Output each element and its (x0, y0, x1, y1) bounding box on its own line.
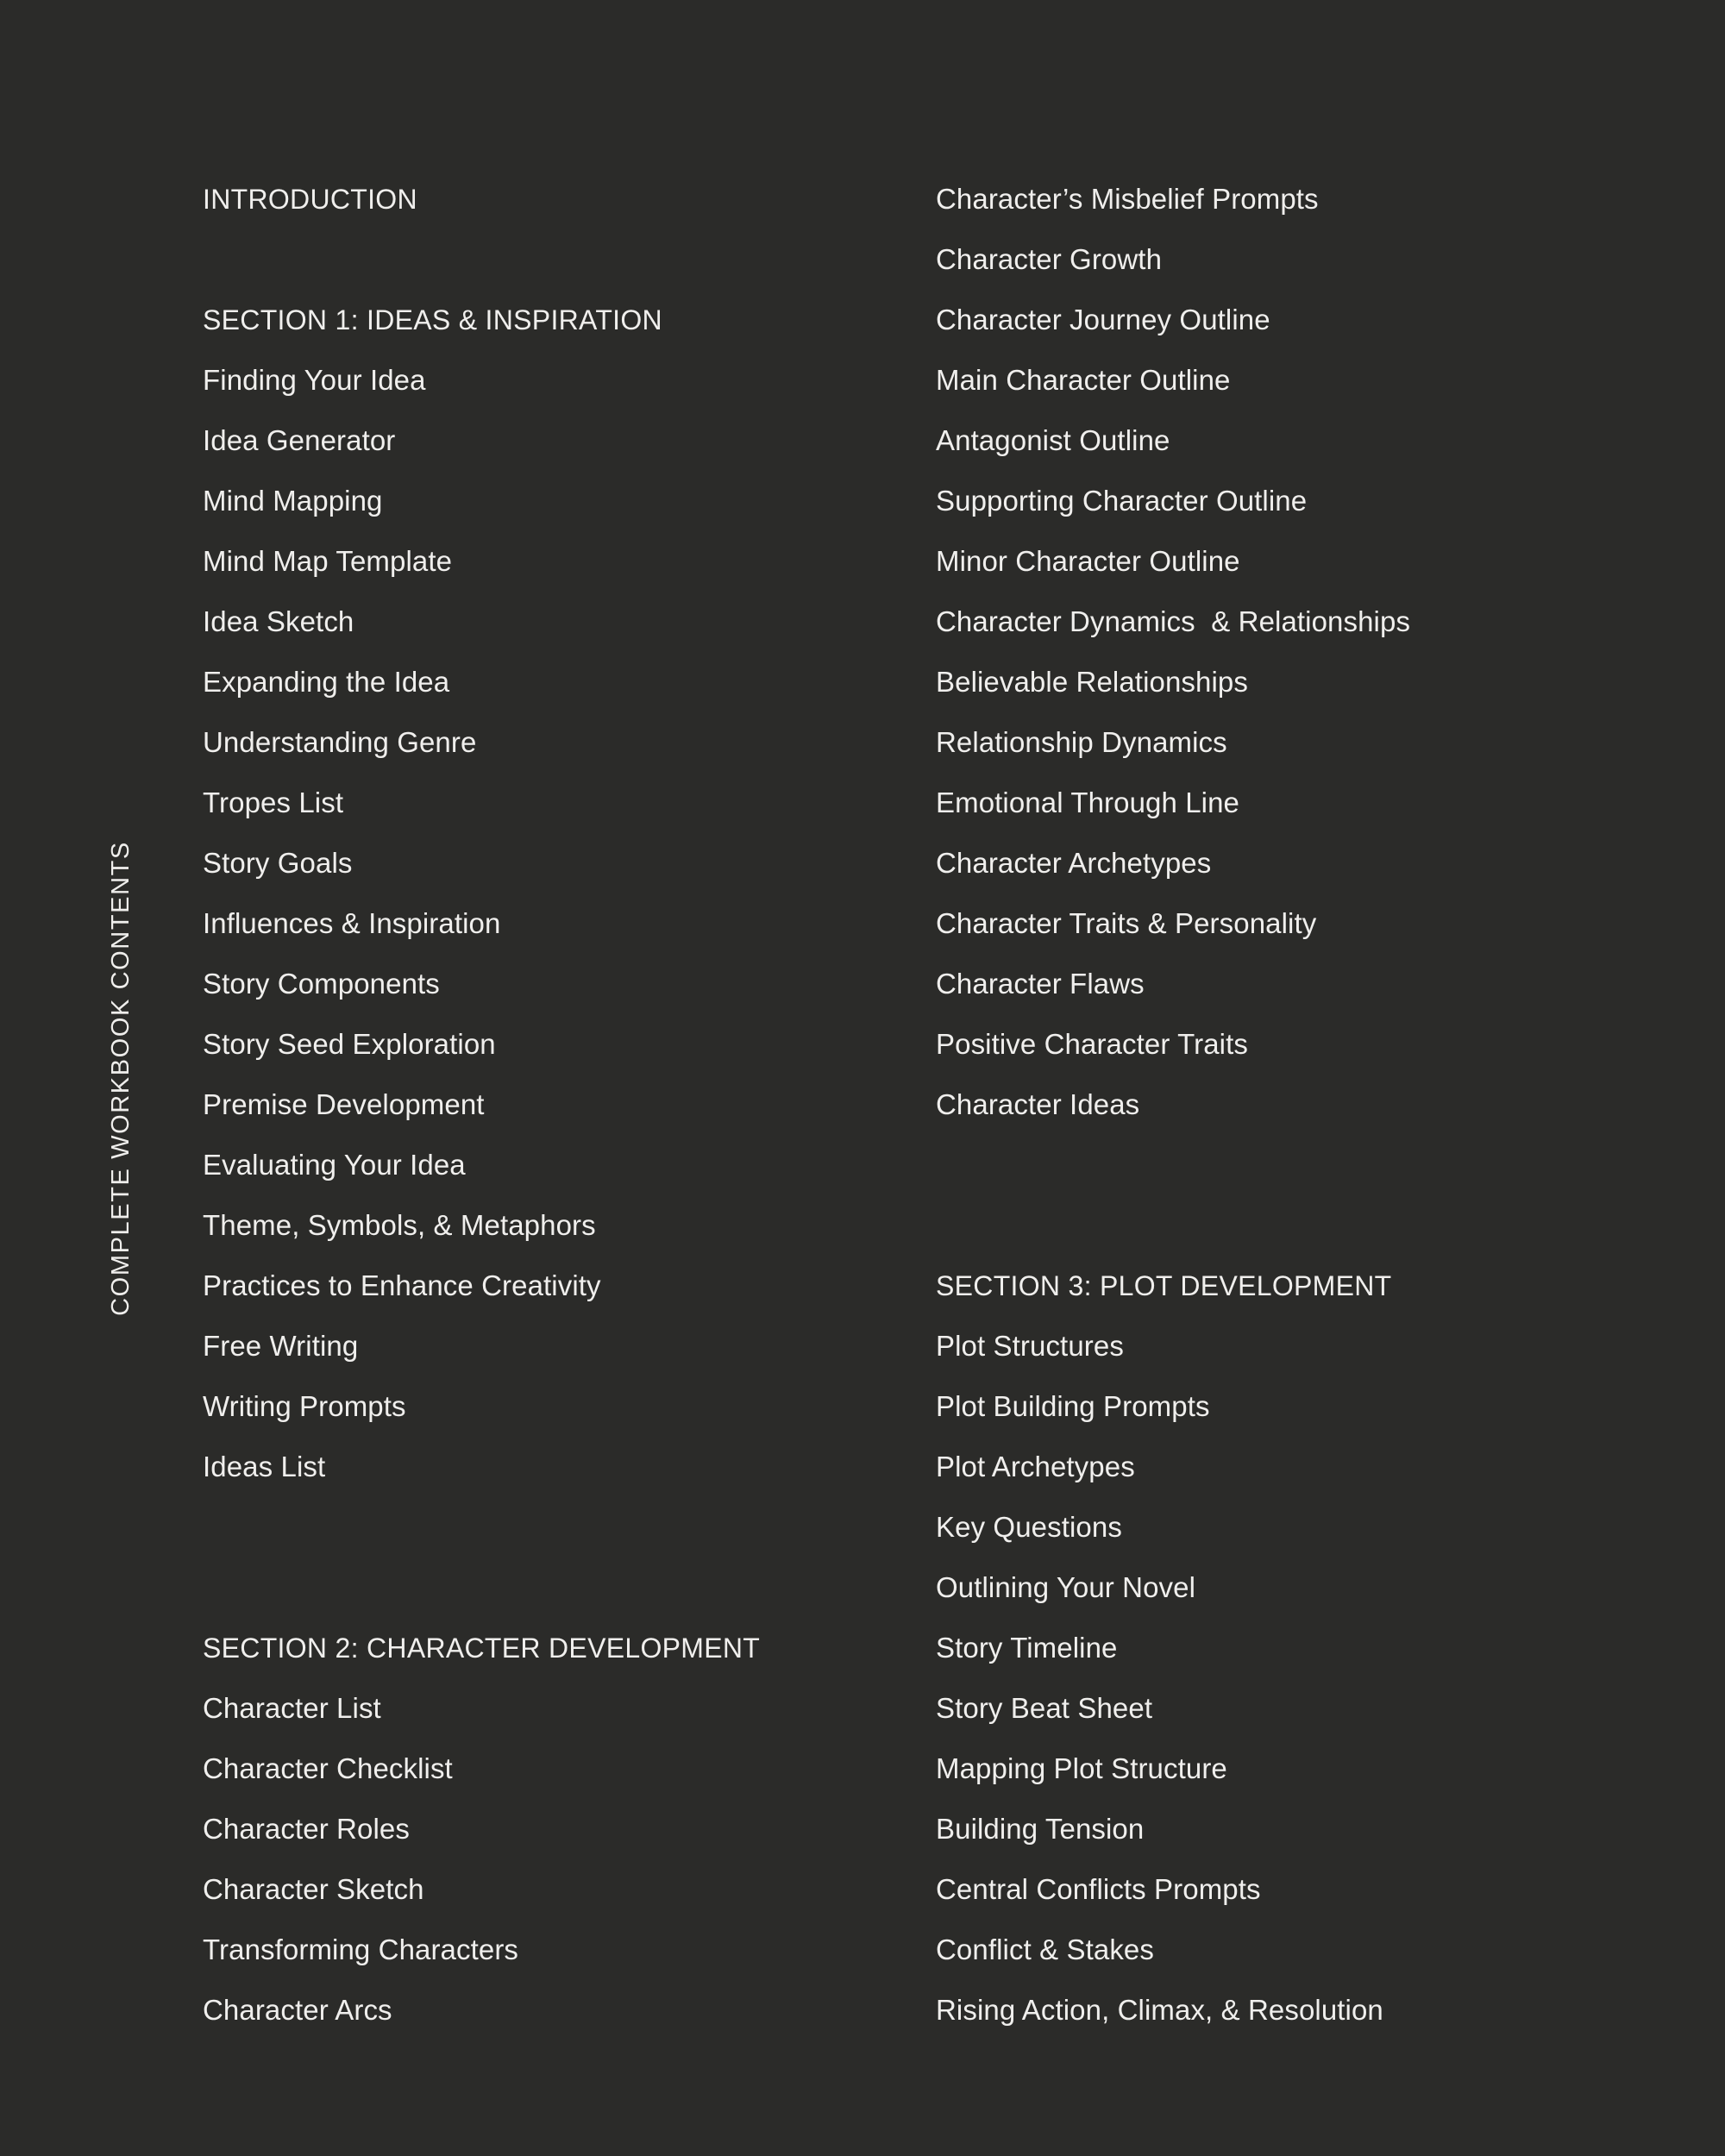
toc-entry[interactable]: Conflict & Stakes (936, 1934, 1154, 1965)
toc-entry[interactable]: Story Beat Sheet (936, 1692, 1153, 1724)
toc-section-heading[interactable]: INTRODUCTION (203, 184, 417, 215)
toc-entry[interactable]: Plot Archetypes (936, 1451, 1135, 1482)
toc-entry[interactable]: Supporting Character Outline (936, 485, 1308, 517)
toc-entry[interactable]: Character’s Misbelief Prompts (936, 183, 1319, 215)
spine-label-text: COMPLETE WORKBOOK CONTENTS (106, 840, 135, 1316)
toc-entry[interactable]: Character Traits & Personality (936, 907, 1317, 939)
toc-column-left (203, 169, 858, 2040)
toc-spacer (936, 1135, 1643, 1256)
toc-entry[interactable]: Theme, Symbols, & Metaphors (203, 1209, 596, 1241)
toc-entry[interactable]: Tropes List (203, 787, 344, 818)
toc-section-heading[interactable]: SECTION 3: PLOT DEVELOPMENT (936, 1270, 1392, 1301)
toc-entry[interactable]: Story Seed Exploration (203, 1028, 496, 1060)
toc-entry[interactable]: Building Tension (936, 1813, 1145, 1845)
toc-entry[interactable]: Influences & Inspiration (203, 907, 501, 939)
toc-entry[interactable]: Expanding the Idea (203, 666, 450, 698)
toc-entry[interactable]: Premise Development (203, 1088, 485, 1120)
toc-entry[interactable]: Story Components (203, 968, 440, 1000)
toc-entry[interactable]: Character Sketch (203, 1873, 424, 1905)
toc-entry[interactable]: Emotional Through Line (936, 787, 1239, 818)
toc-entry[interactable]: Practices to Enhance Creativity (203, 1269, 601, 1301)
toc-entry[interactable]: Evaluating Your Idea (203, 1149, 466, 1181)
toc-entry[interactable]: Character Growth (936, 243, 1163, 275)
toc-entry[interactable]: Believable Relationships (936, 666, 1248, 698)
toc-entry[interactable]: Mind Map Template (203, 545, 453, 577)
toc-entry[interactable]: Character Archetypes (936, 847, 1212, 879)
toc-entry[interactable]: Rising Action, Climax, & Resolution (936, 1994, 1383, 2026)
toc-spacer (203, 1497, 858, 1618)
toc-entry[interactable]: Idea Generator (203, 424, 396, 456)
toc-entry[interactable]: Ideas List (203, 1451, 326, 1482)
toc-entry[interactable]: Character Ideas (936, 1088, 1140, 1120)
toc-entry[interactable]: Character Journey Outline (936, 304, 1270, 335)
toc-entry[interactable]: Character Roles (203, 1813, 410, 1845)
toc-entry[interactable]: Story Goals (203, 847, 353, 879)
toc-spacer (203, 229, 858, 290)
toc-entry[interactable]: Character Checklist (203, 1752, 453, 1784)
toc-entry[interactable]: Mind Mapping (203, 485, 383, 517)
toc-entry[interactable]: Plot Building Prompts (936, 1390, 1210, 1422)
toc-entry[interactable]: Plot Structures (936, 1330, 1124, 1362)
toc-entry[interactable]: Main Character Outline (936, 364, 1231, 396)
toc-entry[interactable]: Central Conflicts Prompts (936, 1873, 1261, 1905)
toc-entry[interactable]: Transforming Characters (203, 1934, 519, 1965)
toc-entry[interactable]: Character Arcs (203, 1994, 392, 2026)
toc-entry[interactable]: Free Writing (203, 1330, 359, 1362)
toc-entry[interactable]: Mapping Plot Structure (936, 1752, 1227, 1784)
toc-entry[interactable]: Writing Prompts (203, 1390, 406, 1422)
toc-entry[interactable]: Idea Sketch (203, 605, 354, 637)
toc-entry[interactable]: Minor Character Outline (936, 545, 1240, 577)
toc-entry[interactable]: Positive Character Traits (936, 1028, 1248, 1060)
toc-entry[interactable]: Relationship Dynamics (936, 726, 1227, 758)
toc-entry[interactable]: Antagonist Outline (936, 424, 1170, 456)
toc-section-heading[interactable]: SECTION 2: CHARACTER DEVELOPMENT (203, 1633, 761, 1664)
toc-section-heading[interactable]: SECTION 1: IDEAS & INSPIRATION (203, 304, 662, 335)
toc-entry[interactable]: Understanding Genre (203, 726, 477, 758)
toc-entry[interactable]: Outlining Your Novel (936, 1571, 1196, 1603)
toc-entry[interactable]: Story Timeline (936, 1632, 1118, 1664)
toc-entry[interactable]: Key Questions (936, 1511, 1122, 1543)
toc-entry[interactable]: Character Dynamics & Relationships (936, 605, 1411, 637)
toc-entry[interactable]: Character Flaws (936, 968, 1145, 1000)
toc-entry[interactable]: Character List (203, 1692, 381, 1724)
toc-entry[interactable]: Finding Your Idea (203, 364, 426, 396)
toc-column-right (936, 169, 1643, 2040)
